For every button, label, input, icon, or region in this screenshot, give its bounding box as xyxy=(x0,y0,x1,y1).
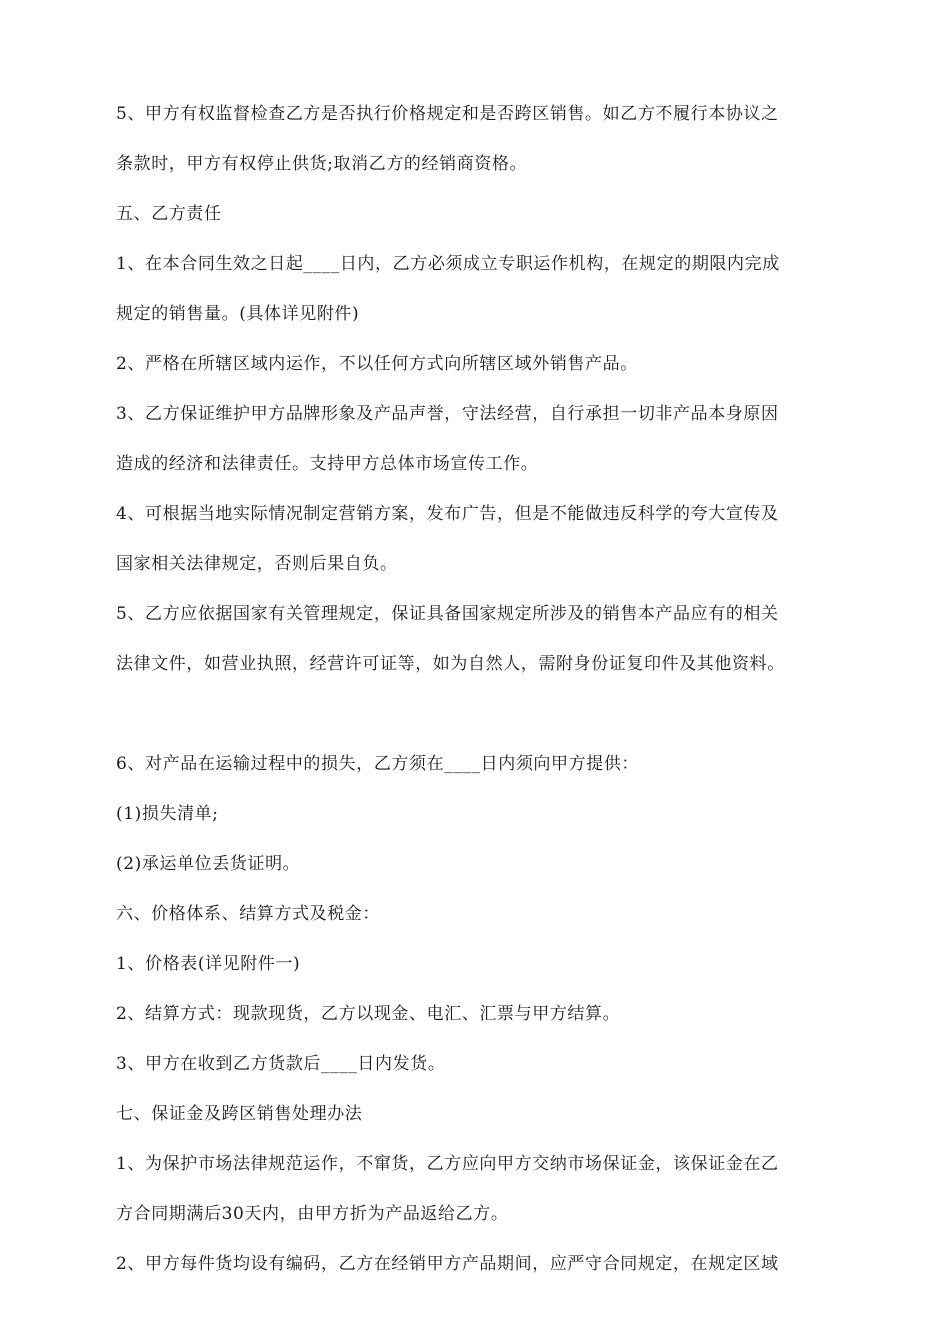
section-heading: 六、价格体系、结算方式及税金： xyxy=(116,904,380,924)
text-line: 5、甲方有权监督检查乙方是否执行价格规定和是否跨区销售。如乙方不履行本协议之 xyxy=(116,104,779,124)
text-line: (1)损失清单; xyxy=(116,804,219,824)
text-line: 5、乙方应依据国家有关管理规定，保证具备国家规定所涉及的销售本产品应有的相关 xyxy=(116,604,779,624)
text-line: 1、价格表(详见附件一) xyxy=(116,954,301,974)
text-line: 2、甲方每件货均设有编码，乙方在经销甲方产品期间，应严守合同规定，在规定区域 xyxy=(116,1254,779,1274)
text-line: 6、对产品在运输过程中的损失，乙方须在____日内须向甲方提供： xyxy=(116,754,640,774)
text-line: 1、在本合同生效之日起____日内，乙方必须成立专职运作机构，在规定的期限内完成 xyxy=(116,254,780,274)
text-line: 国家相关法律规定，否则后果自负。 xyxy=(116,554,398,574)
text-line: 2、严格在所辖区域内运作，不以任何方式向所辖区域外销售产品。 xyxy=(116,354,638,374)
text-line: 规定的销售量。(具体详见附件) xyxy=(116,304,360,324)
text-line: 4、可根据当地实际情况制定营销方案，发布广告，但是不能做违反科学的夸大宣传及 xyxy=(116,504,779,524)
text-line: 1、为保护市场法律规范运作，不窜货，乙方应向甲方交纳市场保证金，该保证金在乙 xyxy=(116,1154,779,1174)
text-line: 造成的经济和法律责任。支持甲方总体市场宣传工作。 xyxy=(116,454,539,474)
text-line: 方合同期满后30天内，由甲方折为产品返给乙方。 xyxy=(116,1204,509,1224)
text-line: 条款时，甲方有权停止供货;取消乙方的经销商资格。 xyxy=(116,154,528,174)
text-line: 2、结算方式：现款现货，乙方以现金、电汇、汇票与甲方结算。 xyxy=(116,1004,621,1024)
text-line: 法律文件，如营业执照，经营许可证等，如为自然人，需附身份证复印件及其他资料。 xyxy=(116,654,785,674)
text-line: 3、甲方在收到乙方货款后____日内发货。 xyxy=(116,1054,446,1074)
section-heading: 五、乙方责任 xyxy=(116,204,222,224)
text-line: (2)承运单位丢货证明。 xyxy=(116,854,301,874)
text-line: 3、乙方保证维护甲方品牌形象及产品声誉，守法经营，自行承担一切非产品本身原因 xyxy=(116,404,779,424)
section-heading: 七、保证金及跨区销售处理办法 xyxy=(116,1104,363,1124)
